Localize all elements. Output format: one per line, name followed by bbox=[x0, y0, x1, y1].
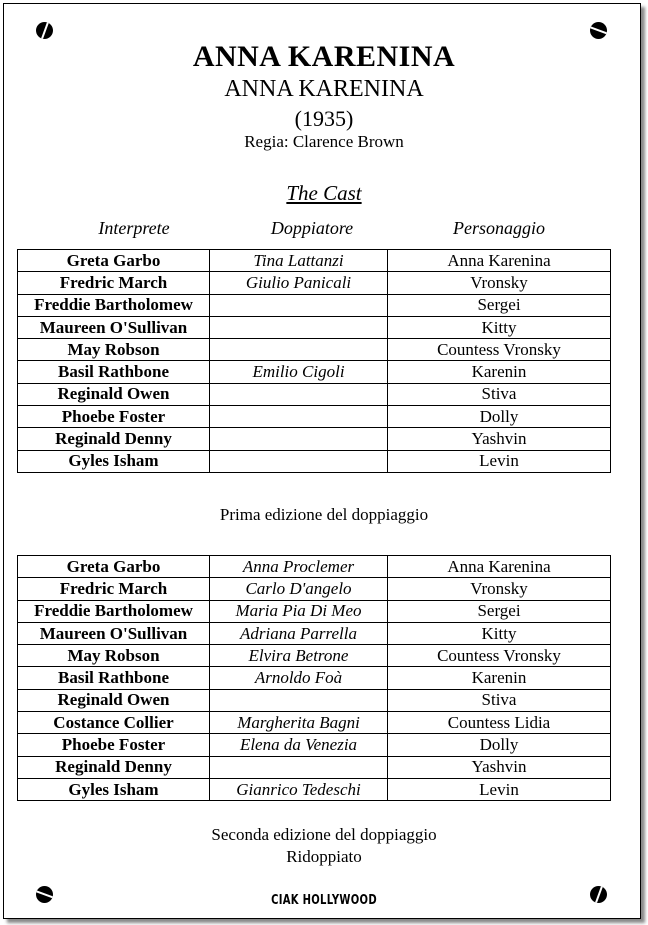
actor-cell: Gyles Isham bbox=[18, 450, 210, 472]
dubber-cell bbox=[210, 383, 388, 405]
column-header-actor: Interprete bbox=[98, 218, 170, 238]
actor-cell: Basil Rathbone bbox=[18, 361, 210, 383]
actor-cell: Greta Garbo bbox=[18, 250, 210, 272]
dubber-cell bbox=[210, 406, 388, 428]
actor-cell: Phoebe Foster bbox=[18, 734, 210, 756]
dubber-cell: Tina Lattanzi bbox=[210, 250, 388, 272]
actor-cell: Maureen O'Sullivan bbox=[18, 622, 210, 644]
table-row bbox=[18, 600, 611, 622]
character-cell: Anna Karenina bbox=[388, 556, 611, 578]
actor-cell: Freddie Bartholomew bbox=[18, 600, 210, 622]
original-title: ANNA KARENINA bbox=[224, 76, 424, 102]
character-cell: Dolly bbox=[388, 734, 611, 756]
second-edition-note: Ridoppiato bbox=[286, 847, 362, 866]
dubber-cell: Elena da Venezia bbox=[210, 734, 388, 756]
screw-icon bbox=[590, 22, 607, 39]
dubber-cell: Giulio Panicali bbox=[210, 272, 388, 294]
character-cell: Countess Lidia bbox=[388, 712, 611, 734]
table-row bbox=[18, 250, 611, 272]
dubber-cell: Adriana Parrella bbox=[210, 622, 388, 644]
column-header-dubber: Doppiatore bbox=[270, 218, 354, 238]
dubber-cell: Gianrico Tedeschi bbox=[210, 778, 388, 800]
ciak-hollywood-logo: CIAK HOLLYWOOD bbox=[271, 893, 377, 908]
first-edition-cast-table bbox=[17, 249, 611, 473]
character-cell: Kitty bbox=[388, 316, 611, 338]
actor-cell: Fredric March bbox=[18, 578, 210, 600]
character-cell: Levin bbox=[388, 778, 611, 800]
dubber-cell: Anna Proclemer bbox=[210, 556, 388, 578]
table-row bbox=[18, 556, 611, 578]
dubber-cell: Margherita Bagni bbox=[210, 712, 388, 734]
dubber-cell: Elvira Betrone bbox=[210, 645, 388, 667]
table-row bbox=[18, 339, 611, 361]
actor-cell: Reginald Denny bbox=[18, 756, 210, 778]
character-cell: Countess Vronsky bbox=[388, 339, 611, 361]
character-cell: Karenin bbox=[388, 361, 611, 383]
actor-cell: Maureen O'Sullivan bbox=[18, 316, 210, 338]
character-cell: Levin bbox=[388, 450, 611, 472]
second-edition-caption: Seconda edizione del doppiaggio bbox=[211, 825, 437, 844]
actor-cell: Reginald Denny bbox=[18, 428, 210, 450]
character-cell: Stiva bbox=[388, 689, 611, 711]
table-row bbox=[18, 778, 611, 800]
table-row bbox=[18, 450, 611, 472]
actor-cell: May Robson bbox=[18, 339, 210, 361]
actor-cell: Costance Collier bbox=[18, 712, 210, 734]
table-row bbox=[18, 406, 611, 428]
actor-cell: Phoebe Foster bbox=[18, 406, 210, 428]
actor-cell: Reginald Owen bbox=[18, 689, 210, 711]
table-row bbox=[18, 294, 611, 316]
table-row bbox=[18, 578, 611, 600]
dubber-cell: Emilio Cigoli bbox=[210, 361, 388, 383]
character-cell: Vronsky bbox=[388, 272, 611, 294]
character-cell: Sergei bbox=[388, 294, 611, 316]
actor-cell: May Robson bbox=[18, 645, 210, 667]
table-row bbox=[18, 689, 611, 711]
table-row bbox=[18, 272, 611, 294]
movie-title: ANNA KARENINA bbox=[192, 40, 456, 73]
column-header-character: Personaggio bbox=[453, 218, 545, 238]
table-row bbox=[18, 383, 611, 405]
character-cell: Vronsky bbox=[388, 578, 611, 600]
character-cell: Dolly bbox=[388, 406, 611, 428]
character-cell: Countess Vronsky bbox=[388, 645, 611, 667]
dubber-cell: Arnoldo Foà bbox=[210, 667, 388, 689]
dubber-cell bbox=[210, 689, 388, 711]
dubber-cell: Maria Pia Di Meo bbox=[210, 600, 388, 622]
character-cell: Karenin bbox=[388, 667, 611, 689]
release-year: (1935) bbox=[294, 106, 354, 131]
actor-cell: Greta Garbo bbox=[18, 556, 210, 578]
actor-cell: Basil Rathbone bbox=[18, 667, 210, 689]
table-row bbox=[18, 712, 611, 734]
director-credit: Regia: Clarence Brown bbox=[244, 132, 404, 151]
dubber-cell: Carlo D'angelo bbox=[210, 578, 388, 600]
table-row bbox=[18, 361, 611, 383]
dubber-cell bbox=[210, 339, 388, 361]
table-row bbox=[18, 316, 611, 338]
dubber-cell bbox=[210, 316, 388, 338]
character-cell: Anna Karenina bbox=[388, 250, 611, 272]
table-row bbox=[18, 428, 611, 450]
table-row bbox=[18, 622, 611, 644]
table-row bbox=[18, 667, 611, 689]
character-cell: Yashvin bbox=[388, 756, 611, 778]
screw-icon bbox=[36, 22, 53, 39]
first-edition-caption: Prima edizione del doppiaggio bbox=[219, 505, 429, 524]
actor-cell: Reginald Owen bbox=[18, 383, 210, 405]
cast-heading: The Cast bbox=[286, 181, 362, 205]
table-row bbox=[18, 734, 611, 756]
second-edition-cast-table bbox=[17, 555, 611, 801]
actor-cell: Freddie Bartholomew bbox=[18, 294, 210, 316]
dubber-cell bbox=[210, 450, 388, 472]
actor-cell: Fredric March bbox=[18, 272, 210, 294]
dubber-cell bbox=[210, 294, 388, 316]
actor-cell: Gyles Isham bbox=[18, 778, 210, 800]
character-cell: Sergei bbox=[388, 600, 611, 622]
dubber-cell bbox=[210, 756, 388, 778]
table-row bbox=[18, 756, 611, 778]
character-cell: Yashvin bbox=[388, 428, 611, 450]
character-cell: Stiva bbox=[388, 383, 611, 405]
dubber-cell bbox=[210, 428, 388, 450]
character-cell: Kitty bbox=[388, 622, 611, 644]
table-row bbox=[18, 645, 611, 667]
